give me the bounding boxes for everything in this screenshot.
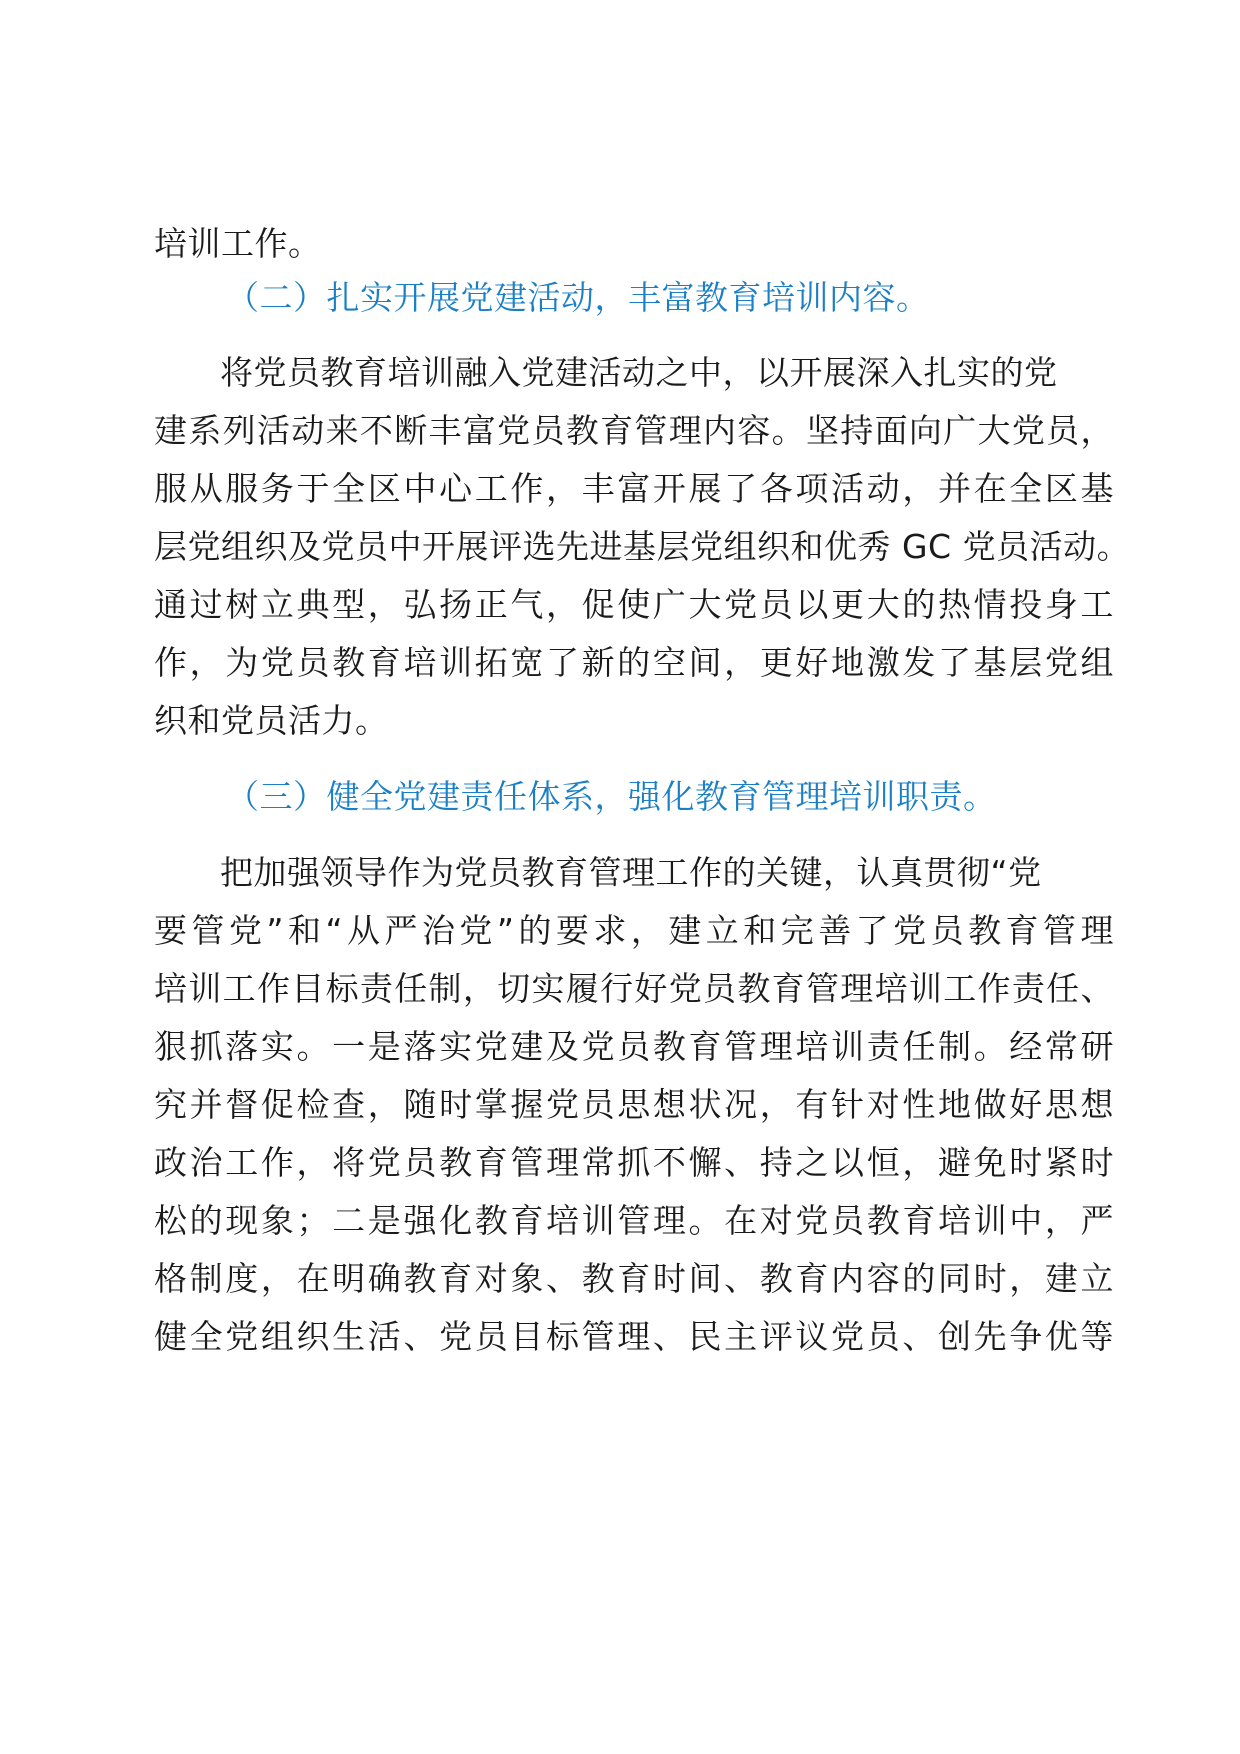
paragraph-line: 层党组织及党员中开展评选先进基层党组织和优秀 GC 党员活动。 (154, 527, 1131, 566)
section-heading-3: （三）健全党建责任体系，强化教育管理培训职责。 (226, 777, 997, 816)
paragraph-line: 要管党”和“从严治党”的要求，建立和完善了党员教育管理 (154, 911, 1114, 950)
paragraph-line: 狠抓落实。一是落实党建及党员教育管理培训责任制。经常研 (154, 1027, 1114, 1066)
paragraph-tail-line: 培训工作。 (154, 224, 322, 263)
paragraph-line: 织和党员活力。 (154, 701, 389, 740)
paragraph-line: 培训工作目标责任制，切实履行好党员教育管理培训工作责任、 (154, 969, 1114, 1008)
paragraph-line: 服从服务于全区中心工作，丰富开展了各项活动，并在全区基 (154, 469, 1114, 508)
paragraph-line: 将党员教育培训融入党建活动之中，以开展深入扎实的党 (220, 353, 1058, 392)
paragraph-line: 政治工作，将党员教育管理常抓不懈、持之以恒，避免时紧时 (154, 1143, 1114, 1182)
paragraph-line: 松的现象；二是强化教育培训管理。在对党员教育培训中，严 (154, 1201, 1114, 1240)
paragraph-line: 建系列活动来不断丰富党员教育管理内容。坚持面向广大党员， (154, 411, 1114, 450)
paragraph-line: 究并督促检查，随时掌握党员思想状况，有针对性地做好思想 (154, 1085, 1114, 1124)
paragraph-line: 把加强领导作为党员教育管理工作的关键，认真贯彻“党 (220, 853, 1042, 892)
paragraph-line: 格制度，在明确教育对象、教育时间、教育内容的同时，建立 (154, 1259, 1114, 1298)
paragraph-line: 作，为党员教育培训拓宽了新的空间，更好地激发了基层党组 (154, 643, 1114, 682)
paragraph-line: 健全党组织生活、党员目标管理、民主评议党员、创先争优等 (154, 1317, 1114, 1356)
paragraph-line: 通过树立典型，弘扬正气，促使广大党员以更大的热情投身工 (154, 585, 1114, 624)
section-heading-2: （二）扎实开展党建活动，丰富教育培训内容。 (226, 278, 930, 317)
